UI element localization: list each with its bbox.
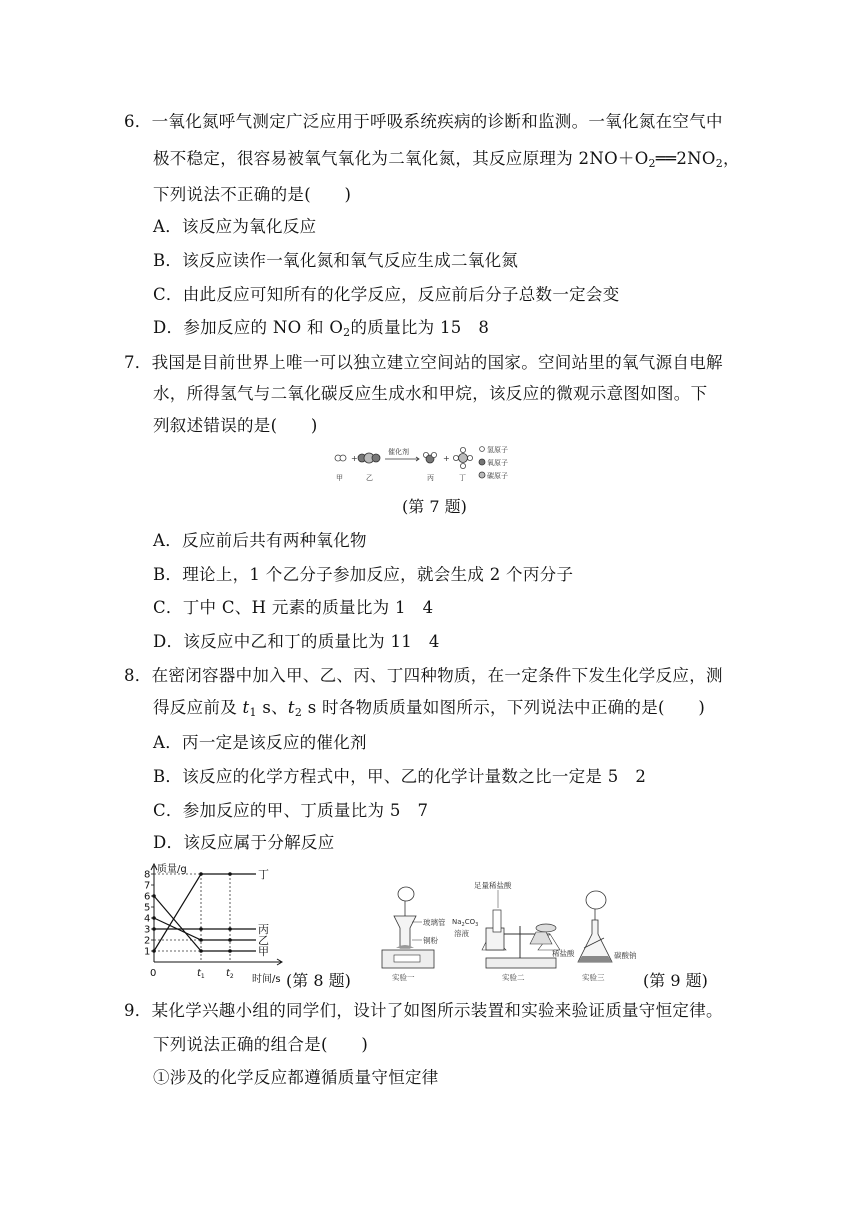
q7-stem: 列叙述错误的是( ): [153, 416, 318, 435]
q8-option-c: C．参加反应的甲、丁质量比为 5 7: [153, 801, 429, 820]
series-1-point-1: [199, 927, 203, 931]
q7-figure-caption: (第 7 题): [402, 497, 467, 516]
y-tick-label-6: 6: [144, 891, 151, 903]
q6-stem: 下列说法不正确的是( ): [153, 185, 352, 204]
y-tick-label-3: 3: [144, 924, 151, 936]
q8-option-d: D．该反应属于分解反应: [153, 833, 335, 852]
svg-text:+: +: [443, 454, 450, 463]
q7-option-d: D．该反应中乙和丁的质量比为 11 4: [153, 632, 440, 651]
series-2-point-0: [152, 916, 156, 920]
molecule-ding: [453, 447, 472, 468]
experiment-three-apparatus: [552, 891, 637, 982]
svg-text:+: +: [351, 454, 358, 463]
q9-item-1: ①涉及的化学反应都遵循质量守恒定律: [153, 1068, 439, 1087]
q7-line2: 水，所得氢气与二氧化碳反应生成水和甲烷，该反应的微观示意图如图。下: [153, 384, 708, 403]
q6-option-b: B．该反应读作一氧化氮和氧气反应生成二氧化氮: [153, 251, 519, 270]
q7-option-b: B．理论上，1 个乙分子参加反应，就会生成 2 个丙分子: [153, 565, 574, 584]
q8-line1: 8．在密闭容器中加入甲、乙、丙、丁四种物质，在一定条件下发生化学反应，测: [124, 666, 723, 685]
x-tick-label-t1: $t_1$: [197, 968, 205, 980]
y-tick-label-8: 8: [144, 869, 151, 881]
molecule-yi: [358, 453, 380, 463]
molecule-bing: [423, 452, 436, 463]
q9-figure-caption: (第 9 题): [643, 971, 708, 990]
q9-line1: 9．某化学兴趣小组的同学们，设计了如图所示装置和实验来验证质量守恒定律。: [124, 1001, 723, 1020]
series-label-2: 乙: [258, 934, 269, 947]
x-tick-label-0: 0: [150, 968, 157, 979]
q7-option-a: A．反应前后共有两种氧化物: [153, 531, 367, 550]
exp2-acid-label: 足量稀盐酸: [474, 881, 512, 890]
series-3-point-1: [199, 949, 203, 953]
series-3-point-0: [152, 894, 156, 898]
y-tick-label-1: 1: [144, 946, 151, 958]
label-bing: 丙: [427, 474, 434, 482]
exp2-na2co3-label: $Na_2CO_3$: [452, 918, 479, 928]
y-axis-label: 质量/g: [157, 864, 187, 875]
y-tick-label-7: 7: [144, 880, 151, 892]
q8-mass-time-chart: [136, 860, 286, 986]
experiment-one-apparatus: [382, 887, 446, 982]
exp2-label: 实验二: [502, 973, 525, 982]
catalyst-label: 催化剂: [388, 448, 409, 456]
q6-option-d: D．参加反应的 NO 和 $O_2$的质量比为 15 8: [153, 318, 490, 339]
exp2-solution-label: 溶液: [454, 929, 469, 938]
exp1-powder-label: 铜粉: [423, 936, 438, 945]
q7-line1: 7．我国是目前世界上唯一可以独立建立空间站的国家。空间站里的氧气源自电解: [124, 353, 723, 372]
series-0-point-1: [199, 872, 203, 876]
exp1-tube-label: 玻璃管: [423, 918, 446, 927]
legend-hydrogen: 氢原子: [487, 446, 508, 454]
series-1-point-0: [152, 927, 156, 931]
series-0-point-0: [152, 949, 156, 953]
label-jia: 甲: [336, 474, 343, 482]
series-label-3: 甲: [258, 945, 269, 958]
y-tick-label-5: 5: [144, 902, 151, 914]
q6-line1: 6．一氧化氮呼气测定广泛应用于呼吸系统疾病的诊断和监测。一氧化氮在空气中: [124, 112, 723, 131]
molecule-jia: [335, 455, 346, 461]
label-yi: 乙: [366, 474, 373, 482]
series-label-0: 丁: [258, 868, 269, 881]
label-ding: 丁: [459, 474, 466, 482]
q8-line2: 得反应前及 $t_1$ s、$t_2$ s 时各物质质量如图所示，下列说法中正确的是( ): [153, 698, 706, 719]
series-label-1: 丙: [258, 923, 269, 936]
q7-reaction-diagram: [330, 442, 530, 486]
exp1-label: 实验一: [392, 973, 415, 982]
y-tick-label-4: 4: [144, 913, 151, 925]
q9-stem: 下列说法正确的组合是( ): [153, 1035, 369, 1054]
q6-option-c: C．由此反应可知所有的化学反应，反应前后分子总数一定会变: [153, 285, 620, 304]
q9-apparatus-figure: [370, 878, 645, 990]
q7-option-c: C．丁中 C、H 元素的质量比为 1 4: [153, 598, 434, 617]
series-2-point-1: [199, 938, 203, 942]
exp3-salt-label: 碳酸钠: [614, 951, 637, 960]
legend-oxygen: 氧原子: [487, 459, 508, 467]
exp3-label: 实验三: [582, 973, 605, 982]
q8-option-b: B．该反应的化学方程式中，甲、乙的化学计量数之比一定是 5 2: [153, 767, 647, 786]
q6-option-a: A．该反应为氧化反应: [153, 217, 317, 236]
experiment-two-apparatus: [452, 880, 560, 982]
x-axis-label: 时间/s: [252, 974, 281, 985]
q8-option-a: A．丙一定是该反应的催化剂: [153, 733, 367, 752]
exp3-acid-label: 稀盐酸: [552, 949, 575, 958]
y-tick-label-2: 2: [144, 935, 151, 947]
q8-figure-caption: (第 8 题): [286, 971, 351, 990]
q7-legend: [479, 445, 508, 480]
x-tick-label-t2: $t_2$: [226, 968, 234, 980]
q6-line2: 极不稳定，很容易被氧气氧化为二氧化氮，其反应原理为 $2NO+O_2══2NO_2$，: [153, 149, 740, 170]
legend-carbon: 碳原子: [487, 472, 508, 480]
